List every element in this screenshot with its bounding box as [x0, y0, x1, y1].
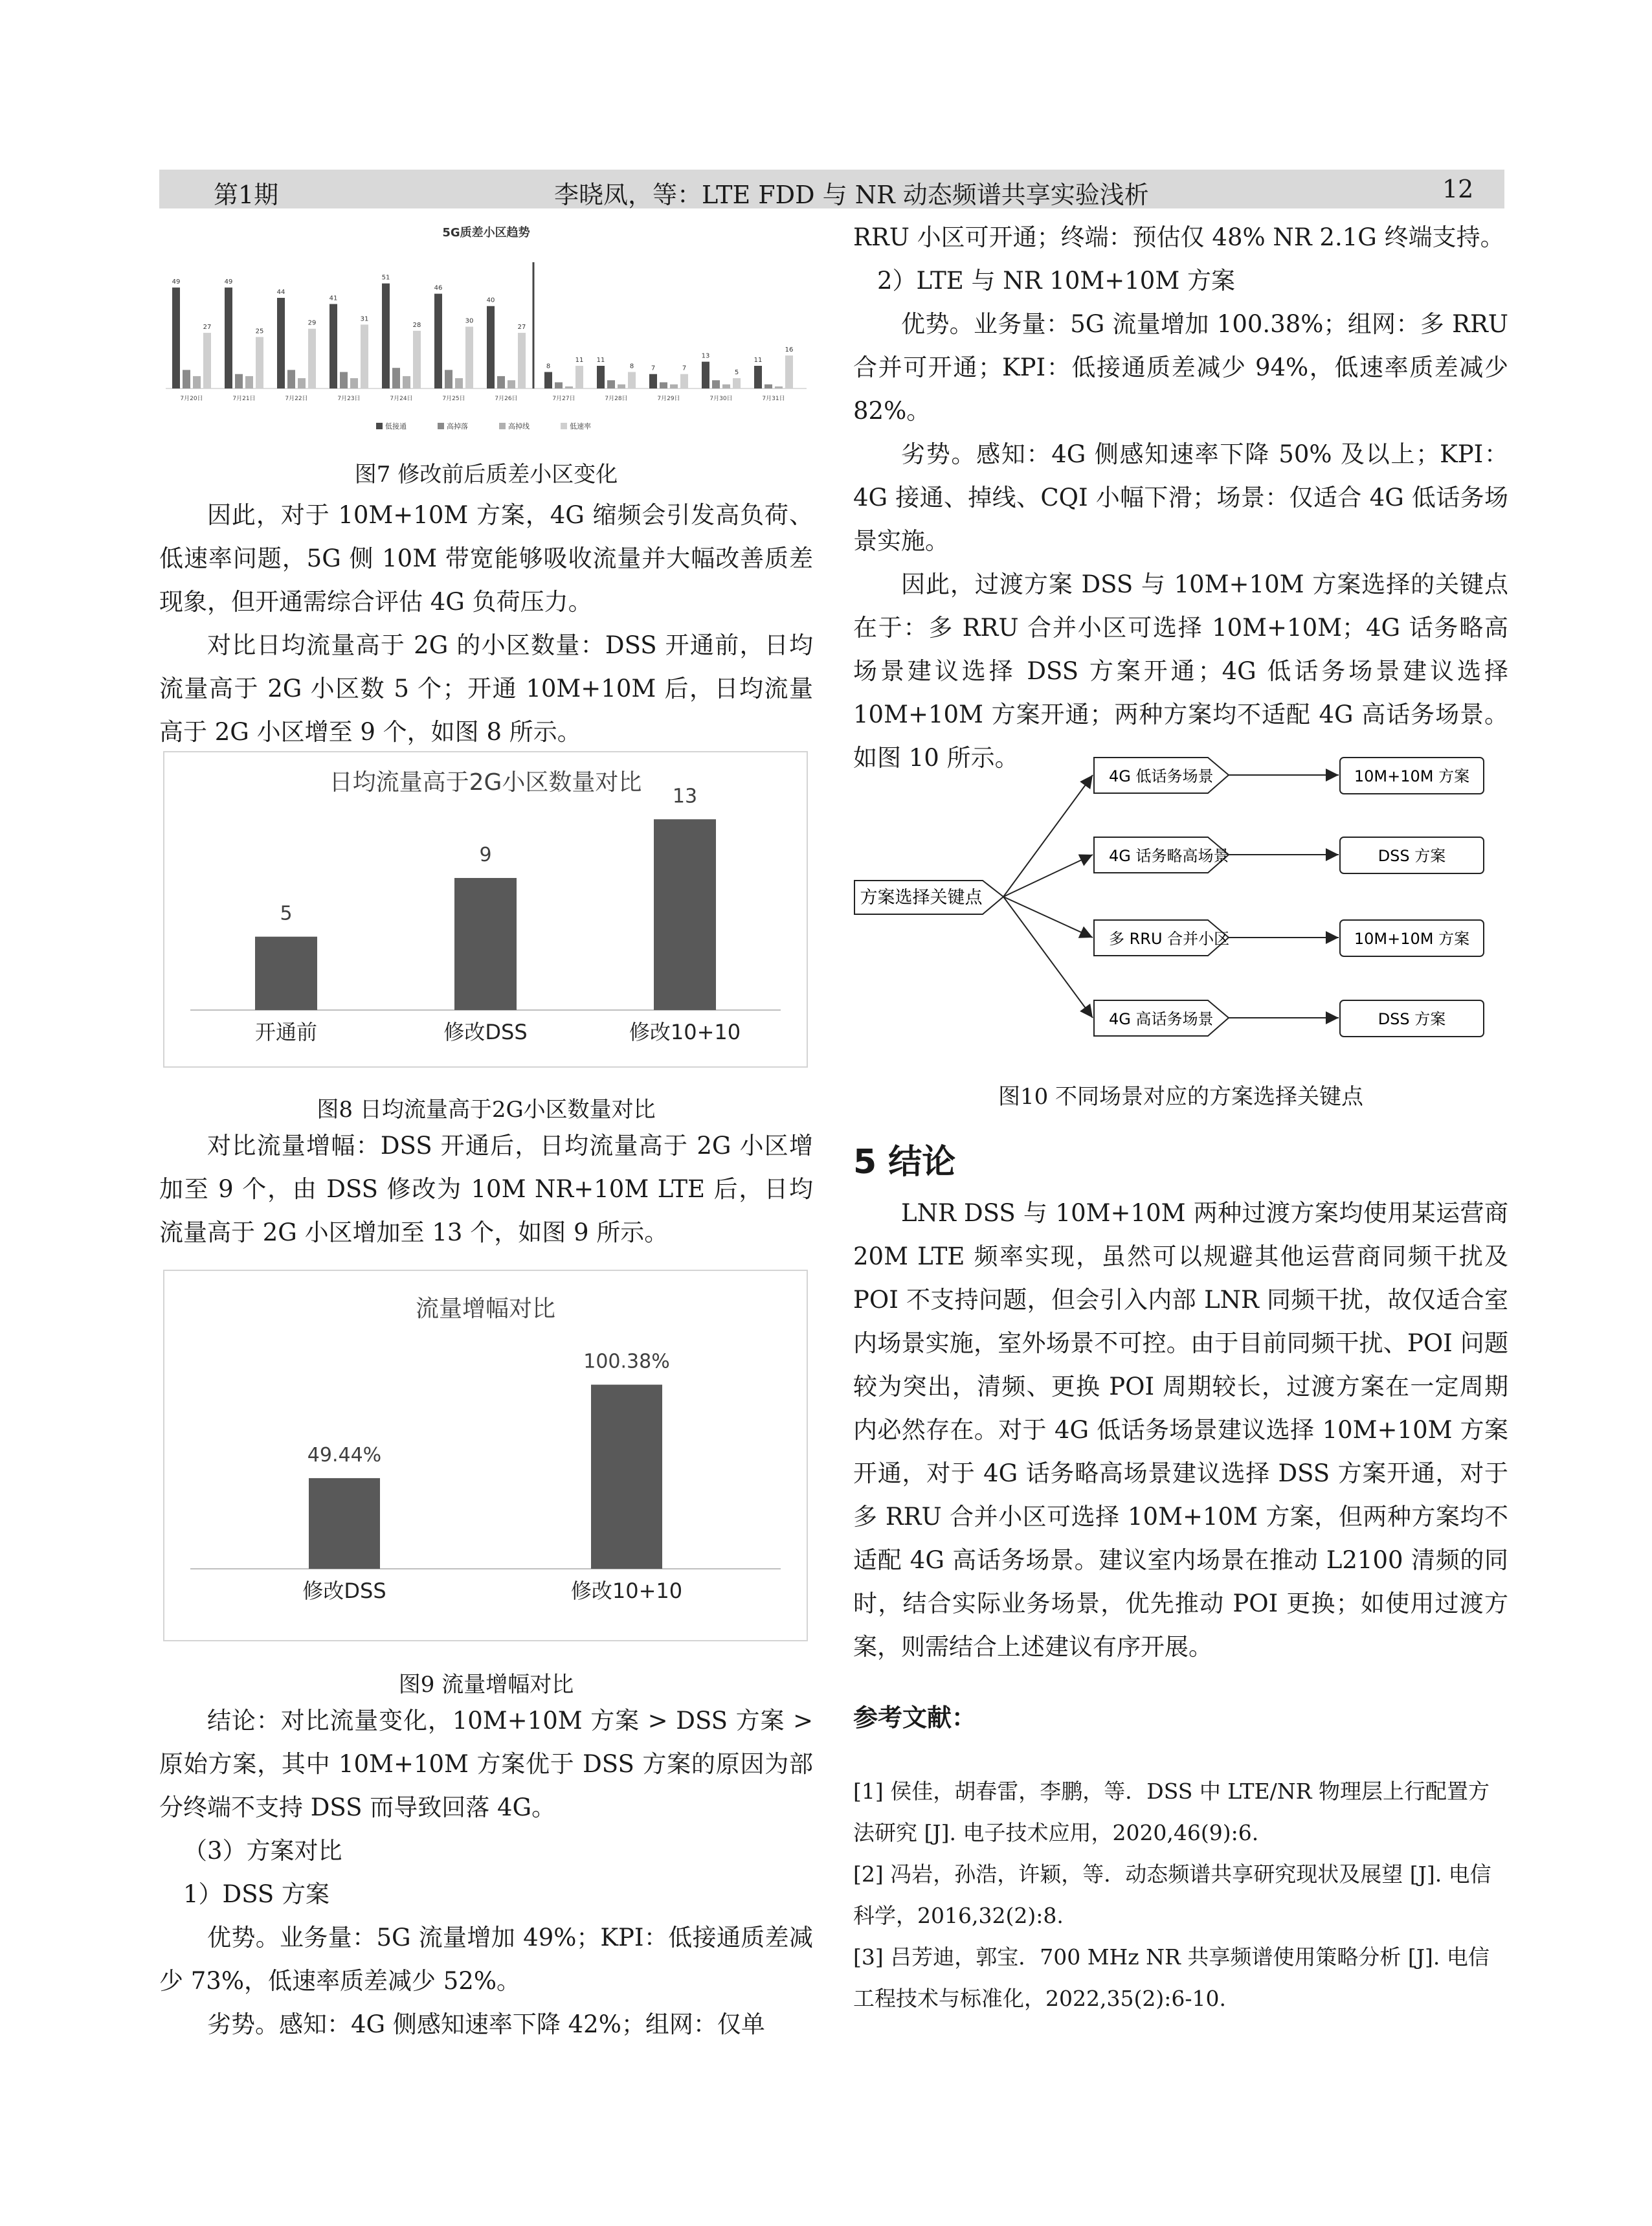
fig7-bar	[722, 385, 730, 388]
fig8-caption: 图8 日均流量高于2G小区数量对比	[317, 1097, 656, 1123]
fig7-bar	[382, 284, 390, 388]
fig9-bar	[591, 1385, 662, 1569]
fig7-bar	[350, 378, 358, 388]
fig8-data-label: 9	[479, 844, 492, 866]
scene-node-label: 4G 低话务场景	[1109, 767, 1214, 785]
fig7-data-label: 41	[329, 295, 338, 302]
paragraph: 2）LTE 与 NR 10M+10M 方案	[877, 267, 1235, 295]
fig7-bar	[785, 355, 793, 388]
fig7-legend-swatch	[376, 423, 383, 429]
fig9-chart	[164, 1271, 807, 1640]
right-column-conclusion	[853, 1191, 1508, 1669]
fig7-bar	[754, 366, 762, 388]
fig7-data-label: 8	[546, 363, 551, 370]
fig7-tick-label: 7月31日	[762, 396, 785, 402]
fig7-bar	[618, 385, 625, 388]
fig9-tick-label: 修改DSS	[302, 1579, 386, 1603]
running-title: 李晓凤，等：LTE FDD 与 NR 动态频谱共享实验浅析	[554, 181, 1149, 209]
plan-node-label: DSS 方案	[1378, 1010, 1446, 1028]
paragraph: 优势。业务量：5G 流量增加 49%；KPI：低接通质差减少 73%，低速率质差减少 52%。	[159, 1924, 813, 1995]
fig7-bar	[508, 380, 515, 388]
reference-item: [1] 侯佳，胡春雷，李鹏，等．DSS 中 LTE/NR 物理层上行配置方法研究 [J]. 电子技术应用，2020,46(9):6.	[853, 1779, 1490, 1845]
scene-node-label: 多 RRU 合并小区	[1109, 930, 1230, 948]
right-column-top	[853, 216, 1508, 780]
plan-node-label: 10M+10M 方案	[1354, 767, 1470, 785]
fig7-bar	[607, 380, 615, 388]
paragraph: （3）方案对比	[183, 1837, 342, 1865]
fig8-chart-box	[163, 751, 808, 1068]
fig8-tick-label: 开通前	[254, 1020, 318, 1044]
fig9-data-label: 100.38%	[583, 1350, 670, 1373]
fig7-bar	[256, 337, 263, 388]
fig7-legend-swatch	[561, 423, 567, 429]
root-node-label: 方案选择关键点	[860, 888, 983, 908]
fig7-legend-label: 低速率	[570, 422, 591, 431]
fig7-data-label: 27	[517, 324, 526, 332]
paragraph: LNR DSS 与 10M+10M 两种过渡方案均使用某运营商 20M LTE 频率实现，虽然可以规避其他运营商同频干扰及 POI 不支持问题，但会引入内部 LNR 同频干扰，故仅适合室内场景实施，室外场景不可控。由于目前同频干扰、POI 问题较为突出，清频、更换 POI 周期较长，过渡方案在一定周期内必然存在。对于 4G 低话务场景建议选择 10M+10M 方案开通，对于 4G 话务略高场景建议选择 DSS 方案开通，对于多 RRU 合并小区可选择 10M+10M 方案，但两种方案均不适配 4G 高话务场景。建议室内场景在推动 L2100 清频的同时，结合实际业务场景，优先推动 POI 更换；如使用过渡方案，则需结合上述建议有序开展。	[853, 1199, 1508, 1661]
fig7-bar	[497, 376, 505, 388]
fig7-bar	[361, 324, 368, 388]
fig8-bar	[255, 937, 317, 1010]
fig7-tick-label: 7月27日	[552, 396, 575, 402]
fig7-data-label: 44	[276, 289, 285, 296]
paragraph: 对比日均流量高于 2G 的小区数量：DSS 开通前，日均流量高于 2G 小区数 5 个；开通 10M+10M 后，日均流量高于 2G 小区增至 9 个，如图 8 所示。	[159, 631, 813, 746]
fig7-data-label: 30	[465, 317, 474, 325]
fig7-bar	[575, 366, 583, 388]
fig7-data-label: 40	[486, 297, 495, 304]
fig7-tick-label: 7月20日	[180, 396, 203, 402]
fig7-data-label: 7	[682, 365, 687, 372]
fig7-legend-swatch	[499, 423, 506, 429]
fig7-bar	[329, 304, 337, 388]
plan-node-label: DSS 方案	[1378, 847, 1446, 865]
left-column-mid	[159, 1124, 813, 1254]
fig7-bar	[203, 333, 211, 388]
fig8-tick-label: 修改10+10	[629, 1020, 741, 1044]
section-heading: 5 结论	[853, 1143, 956, 1182]
fig7-data-label: 16	[785, 346, 794, 354]
left-column-bottom	[159, 1699, 813, 2046]
paragraph: 优势。业务量：5G 流量增加 100.38%；组网：多 RRU 合并可开通；KPI：低接通质差减少 94%，低速率质差减少 82%。	[853, 310, 1508, 425]
fig7-data-label: 13	[701, 352, 710, 360]
fig7-bar	[445, 370, 452, 388]
fig7-legend-label: 低接通	[385, 422, 407, 431]
fig10-caption: 图10 不同场景对应的方案选择关键点	[998, 1084, 1364, 1110]
fig7-bar	[235, 374, 243, 388]
fig7-data-label: 46	[434, 284, 443, 292]
fig7-bar	[649, 374, 657, 388]
fig7-bar	[277, 298, 285, 388]
left-column-top	[159, 493, 813, 754]
fig7-bar	[287, 370, 295, 388]
fig7-bar	[555, 382, 563, 388]
fig7-bar	[225, 287, 232, 388]
fig7-bar	[340, 372, 348, 388]
fig7-data-label: 28	[412, 321, 421, 329]
fig7-bar	[392, 368, 400, 388]
fig7-legend-label: 高掉线	[508, 422, 530, 431]
fig7-bar	[455, 378, 463, 388]
fig8-chart	[164, 752, 807, 1066]
fig10-diagram	[853, 745, 1508, 1068]
paragraph: RRU 小区可开通；终端：预估仅 48% NR 2.1G 终端支持。	[853, 223, 1504, 251]
paragraph: 1）DSS 方案	[183, 1880, 330, 1908]
fig7-tick-label: 7月29日	[657, 396, 680, 402]
fig7-tick-label: 7月30日	[709, 396, 733, 402]
fig7-data-label: 49	[224, 278, 233, 286]
fig9-bar	[309, 1478, 380, 1569]
fig9-chart-title: 流量增幅对比	[415, 1296, 556, 1322]
fig7-bar	[308, 329, 316, 388]
fig8-data-label: 5	[280, 902, 293, 925]
fig7-bar	[413, 331, 421, 388]
fig7-data-label: 11	[575, 357, 584, 364]
paragraph: 因此，过渡方案 DSS 与 10M+10M 方案选择的关键点在于：多 RRU 合并小区可选择 10M+10M；4G 话务略高场景建议选择 DSS 方案开通；4G 低话务场景建议选择 10M+10M 方案开通；两种方案均不适配 4G 高话务场景。如图 10 所示。	[853, 570, 1508, 772]
fig7-data-label: 29	[307, 319, 317, 327]
fig7-bar	[172, 287, 180, 388]
fig7-bar	[298, 378, 306, 388]
fig7-tick-label: 7月28日	[605, 396, 628, 402]
fig7-bar	[544, 372, 552, 388]
fig7-bar	[765, 385, 772, 388]
plan-node-label: 10M+10M 方案	[1354, 930, 1470, 948]
fig7-bar	[660, 382, 667, 388]
fig7-bar	[183, 370, 190, 388]
fig8-data-label: 13	[672, 785, 698, 808]
fig7-data-label: 8	[629, 363, 634, 370]
fig7-bar	[434, 294, 442, 388]
fig7-data-label: 5	[734, 369, 739, 377]
scene-node-label: 4G 高话务场景	[1109, 1010, 1214, 1028]
fig8-chart-title: 日均流量高于2G小区数量对比	[329, 769, 642, 796]
fig7-bar	[733, 378, 741, 388]
fig8-bar	[654, 819, 716, 1010]
fig7-legend-swatch	[438, 423, 444, 429]
fig7-bar	[712, 380, 720, 388]
fig7-tick-label: 7月25日	[442, 396, 465, 402]
fig7-bar	[565, 387, 573, 388]
fig7-tick-label: 7月26日	[495, 396, 518, 402]
issue-number: 第1期	[214, 181, 279, 209]
fig9-data-label: 49.44%	[307, 1443, 382, 1467]
running-header	[159, 170, 1504, 208]
fig7-bar	[775, 387, 783, 388]
paragraph: 劣势。感知：4G 侧感知速率下降 50% 及以上；KPI：4G 接通、掉线、CQI 小幅下滑；场景：仅适合 4G 低话务场景实施。	[853, 440, 1508, 555]
fig7-tick-label: 7月24日	[390, 396, 413, 402]
fig9-tick-label: 修改10+10	[570, 1579, 683, 1603]
reference-item: [2] 冯岩，孙浩，许颖，等．动态频谱共享研究现状及展望 [J]. 电信科学，2016,32(2):8.	[853, 1861, 1491, 1928]
fig7-bar	[597, 366, 605, 388]
fig7-bar	[680, 374, 688, 388]
paragraph: 因此，对于 10M+10M 方案，4G 缩频会引发高负荷、低速率问题，5G 侧 10M 带宽能够吸收流量并大幅改善质差现象，但开通需综合评估 4G 负荷压力。	[159, 501, 813, 616]
fig7-data-label: 11	[596, 357, 605, 364]
fig7-bar	[702, 362, 709, 388]
fig7-data-label: 31	[360, 315, 369, 323]
fig7-bar	[245, 376, 253, 388]
fig7-bar	[628, 372, 636, 388]
scene-node-label: 4G 话务略高场景	[1109, 847, 1229, 865]
fig7-bar	[193, 376, 201, 388]
fig7-data-label: 51	[381, 274, 390, 282]
fig7-bar	[670, 385, 678, 388]
page-number: 12	[1442, 175, 1474, 203]
fig7-bar	[403, 376, 410, 388]
fig9-caption: 图9 流量增幅对比	[398, 1672, 574, 1698]
paragraph: 劣势。感知：4G 侧感知速率下降 42%；组网：仅单	[207, 2010, 765, 2038]
fig7-chart	[159, 217, 813, 450]
fig7-tick-label: 7月23日	[337, 396, 361, 402]
fig7-tick-label: 7月21日	[232, 396, 256, 402]
paragraph: 结论：对比流量变化，10M+10M 方案 > DSS 方案 > 原始方案，其中 10M+10M 方案优于 DSS 方案的原因为部分终端不支持 DSS 而导致回落 4G。	[159, 1707, 813, 1821]
references-list	[853, 1771, 1508, 2019]
fig9-chart-box	[163, 1270, 808, 1641]
fig7-bar	[487, 306, 495, 388]
fig7-chart-title: 5G质差小区趋势	[442, 226, 530, 240]
fig7-bar	[465, 327, 473, 388]
fig7-data-label: 27	[203, 324, 212, 332]
fig7-data-label: 7	[651, 365, 656, 372]
fig8-bar	[454, 878, 517, 1010]
fig7-data-label: 49	[172, 278, 181, 286]
fig7-caption: 图7 修改前后质差小区变化	[354, 462, 618, 488]
references-heading: 参考文献：	[853, 1703, 977, 1732]
fig8-tick-label: 修改DSS	[443, 1020, 528, 1044]
reference-item: [3] 吕芳迪，郭宝．700 MHz NR 共享频谱使用策略分析 [J]. 电信工程技术与标准化，2022,35(2):6-10.	[853, 1944, 1490, 2011]
fig7-legend-label: 高掉落	[447, 422, 468, 431]
paragraph: 对比流量增幅：DSS 开通后，日均流量高于 2G 小区增加至 9 个，由 DSS 修改为 10M NR+10M LTE 后，日均流量高于 2G 小区增加至 13 个，如图 9 所示。	[159, 1132, 813, 1246]
fig7-data-label: 11	[753, 357, 763, 364]
fig7-bar	[518, 333, 526, 388]
fig7-tick-label: 7月22日	[285, 396, 308, 402]
fig7-data-label: 25	[255, 328, 264, 335]
